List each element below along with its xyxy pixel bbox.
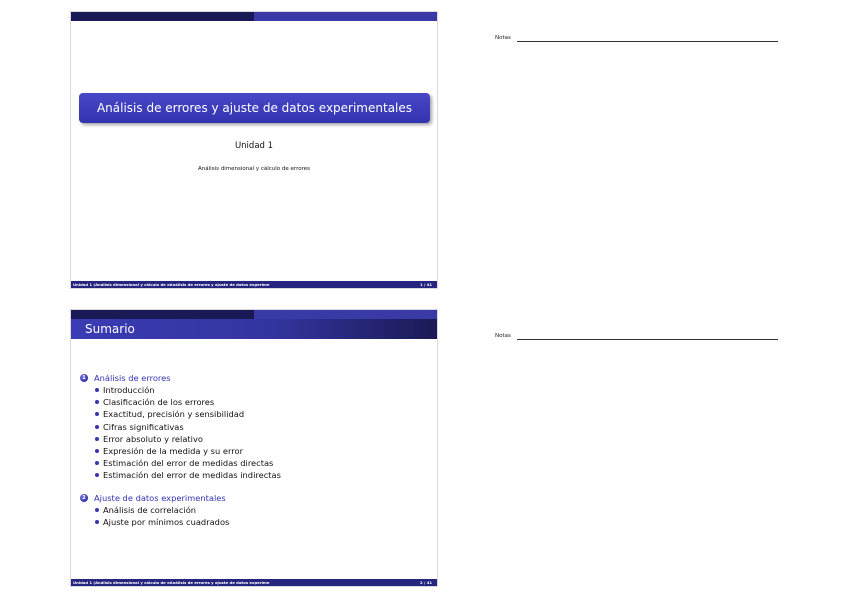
bullet-icon xyxy=(95,473,99,477)
slide-1 xyxy=(71,12,437,288)
notes-label: Notas xyxy=(495,333,511,339)
presentation-subtitle: Unidad 1 xyxy=(234,141,274,151)
top-bar-dark-segment xyxy=(71,310,254,319)
bullet-icon xyxy=(95,508,99,512)
toc-section-header[interactable] xyxy=(80,492,420,504)
toc-subsection-label[interactable]: Expresión de la medida y su error xyxy=(103,445,243,456)
toc-section-header[interactable] xyxy=(80,372,420,384)
top-bar-dark-segment xyxy=(71,12,254,21)
toc-subsection-label[interactable]: Introducción xyxy=(103,385,155,395)
toc-subsection-label[interactable]: Clasificación de los errores xyxy=(103,397,215,408)
slide-1-footer xyxy=(71,281,437,288)
footer-title: Unidad 1 (Análisis dimensional y cálculo de eAnálisis de errores y ajuste de datos experime xyxy=(73,282,270,287)
toc-subsection-label[interactable]: Error absoluto y relativo xyxy=(103,433,203,444)
bullet-icon xyxy=(95,461,99,465)
bullet-icon xyxy=(95,520,99,524)
table-of-contents xyxy=(80,372,420,538)
toc-subsection-label[interactable]: Análisis de correlación xyxy=(103,504,197,515)
section-number-ball-icon: 1 xyxy=(80,374,88,382)
toc-section-2[interactable] xyxy=(80,492,420,528)
toc-section-title[interactable]: Ajuste de datos experimentales xyxy=(94,492,226,503)
toc-subsection[interactable] xyxy=(80,504,420,516)
toc-subsection[interactable] xyxy=(80,408,420,420)
toc-subsection[interactable] xyxy=(80,433,420,445)
presentation-title: Análisis de errores y ajuste de datos experimentales xyxy=(79,93,430,123)
slide-2-top-bar xyxy=(71,310,437,319)
top-bar-light-segment xyxy=(254,310,437,319)
bullet-icon xyxy=(95,425,99,429)
notes-area-2 xyxy=(495,332,778,344)
footer-title: Unidad 1 (Análisis dimensional y cálculo de eAnálisis de errores y ajuste de datos experime xyxy=(73,580,270,585)
bullet-icon xyxy=(95,437,99,441)
toc-section-title[interactable]: Análisis de errores xyxy=(94,373,171,383)
footer-page-number: 2 / 41 xyxy=(420,580,432,585)
toc-subsection[interactable] xyxy=(80,457,420,469)
notes-area-1 xyxy=(495,34,778,46)
slide-2-footer xyxy=(71,579,437,586)
slide-1-top-bar xyxy=(71,12,437,21)
footer-page-number: 1 / 41 xyxy=(420,282,432,287)
notes-rule xyxy=(517,41,778,42)
toc-subsection[interactable] xyxy=(80,445,420,457)
frame-title: Sumario xyxy=(71,319,437,339)
toc-subsection-label[interactable]: Cifras significativas xyxy=(103,421,184,432)
presentation-author: Análisis dimensional y cálculo de errores xyxy=(198,166,310,172)
toc-subsection[interactable] xyxy=(80,516,420,528)
slide-2 xyxy=(71,310,437,586)
section-number-ball-icon: 2 xyxy=(80,494,88,502)
toc-subsection-label[interactable]: Ajuste por mínimos cuadrados xyxy=(103,516,230,527)
toc-subsection-label[interactable]: Exactitud, precisión y sensibilidad xyxy=(103,409,245,420)
bullet-icon xyxy=(95,449,99,453)
top-bar-light-segment xyxy=(254,12,437,21)
toc-subsection[interactable] xyxy=(80,396,420,408)
toc-subsection[interactable] xyxy=(80,469,420,481)
toc-section-1[interactable] xyxy=(80,372,420,482)
bullet-icon xyxy=(95,400,99,404)
bullet-icon xyxy=(95,412,99,416)
toc-subsection[interactable] xyxy=(80,384,420,396)
notes-label: Notas xyxy=(495,35,511,41)
toc-subsection[interactable] xyxy=(80,421,420,433)
notes-rule xyxy=(517,339,778,340)
toc-subsection-label[interactable]: Estimación del error de medidas directas xyxy=(103,458,274,469)
toc-subsection-label[interactable]: Estimación del error de medidas indirectas xyxy=(103,470,281,481)
bullet-icon xyxy=(95,388,99,392)
